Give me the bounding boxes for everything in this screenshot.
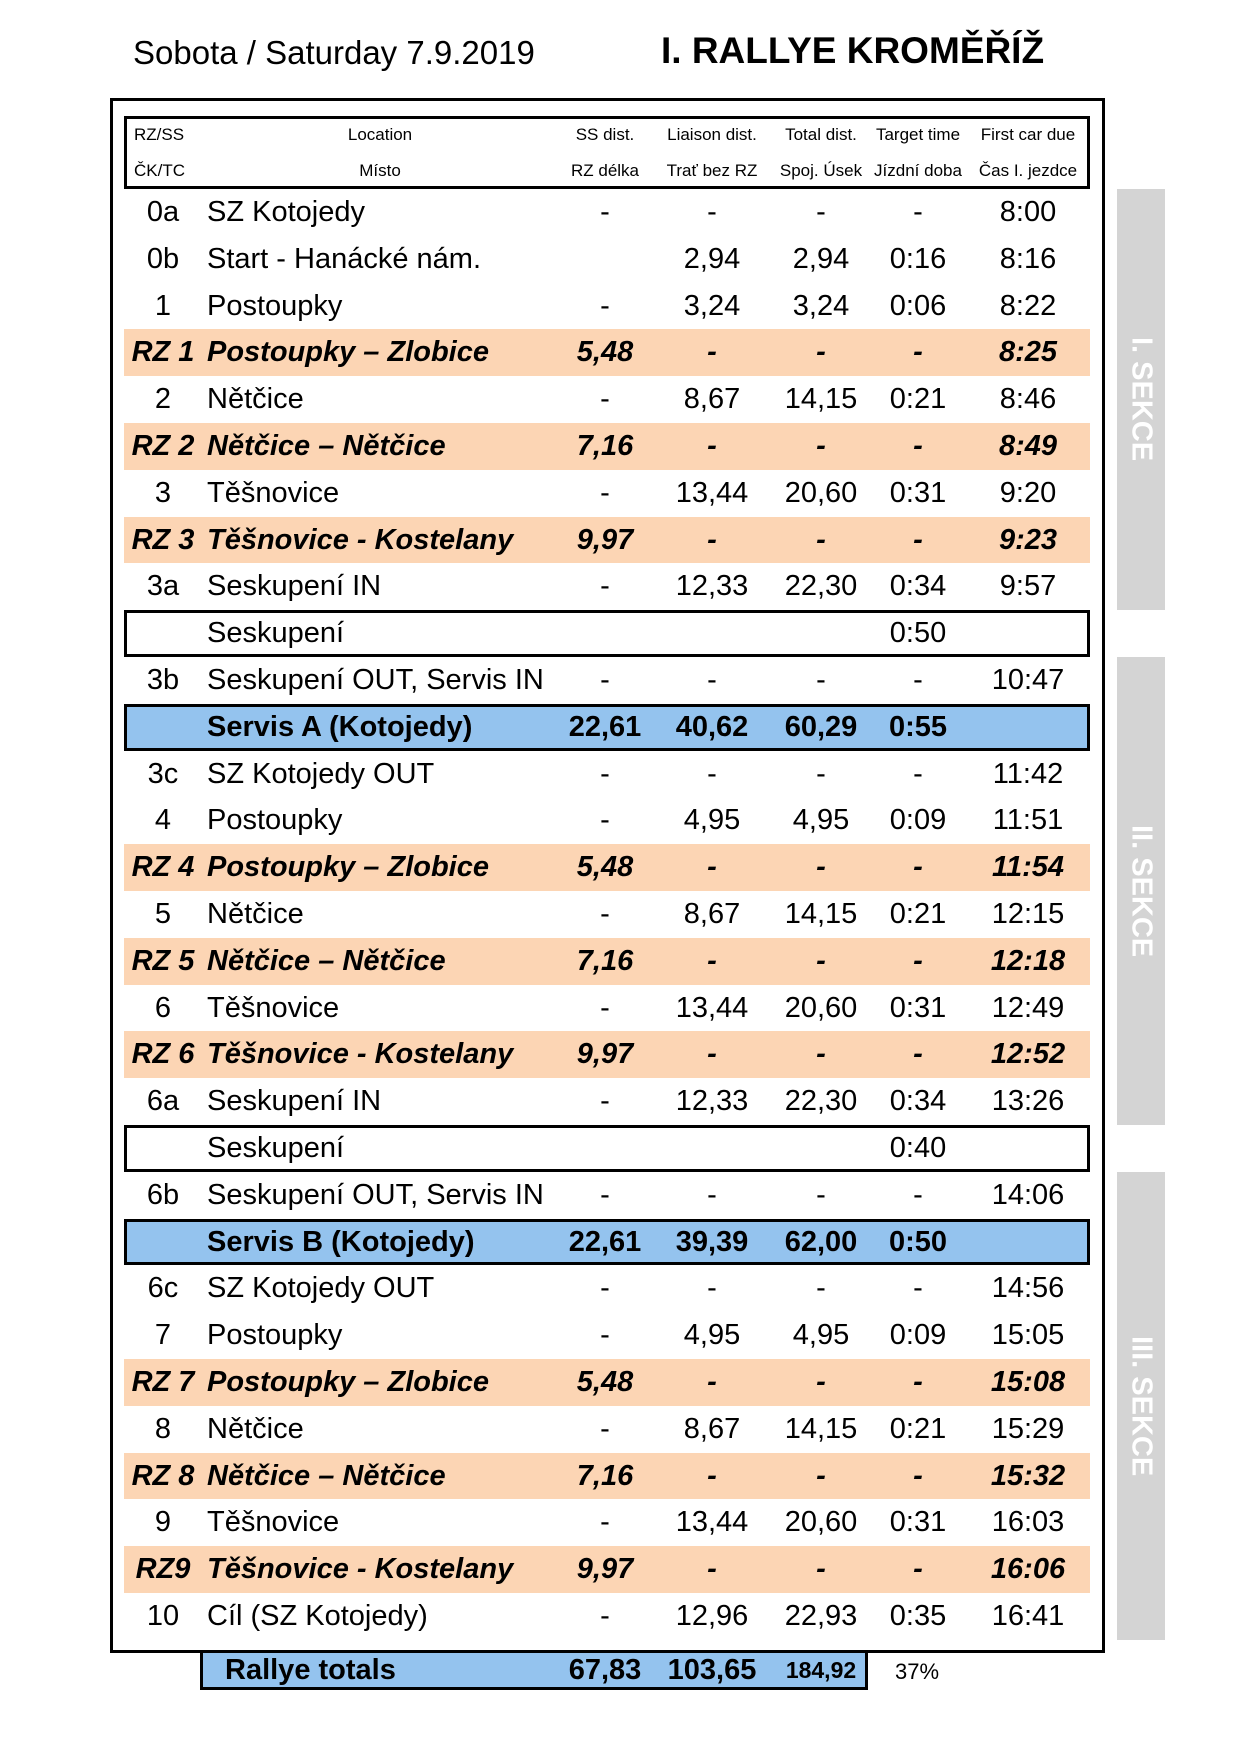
row-ss-dist: - bbox=[600, 1178, 610, 1211]
regroup-row bbox=[124, 1125, 1090, 1172]
row-first-car-due: 12:18 bbox=[990, 944, 1066, 977]
row-location: Seskupení IN bbox=[207, 1085, 382, 1118]
row-total-dist: - bbox=[816, 336, 826, 369]
row-first-car-due: 8:22 bbox=[999, 289, 1057, 322]
header-first-car-due: First car due bbox=[980, 125, 1076, 144]
row-first-car-due: 9:23 bbox=[998, 523, 1058, 556]
row-location: Nětčice – Nětčice bbox=[207, 1459, 446, 1492]
row-liaison-dist: 2,94 bbox=[683, 242, 741, 275]
row-liaison-dist: - bbox=[707, 1459, 717, 1492]
row-first-car-due: 11:54 bbox=[991, 851, 1065, 884]
row-total-dist: - bbox=[816, 1366, 826, 1398]
row-location: Nětčice – Nětčice bbox=[207, 944, 446, 977]
row-ss-dist: - bbox=[600, 476, 610, 509]
row-total-dist: - bbox=[816, 196, 826, 228]
service-row bbox=[124, 704, 1090, 751]
row-first-car-due: 12:15 bbox=[991, 898, 1065, 930]
header-code: RZ/SS bbox=[134, 125, 185, 144]
row-liaison-dist: - bbox=[707, 523, 717, 556]
row-ss-dist: 5,48 bbox=[576, 851, 634, 884]
row-target-time: 0:31 bbox=[889, 1506, 947, 1539]
row-ss-dist: 9,97 bbox=[576, 523, 634, 556]
section-bar-1 bbox=[1117, 189, 1165, 610]
section-label: III. SEKCE bbox=[1125, 1335, 1158, 1477]
row-code: RZ 5 bbox=[131, 944, 195, 977]
row-ss-dist: - bbox=[600, 1506, 610, 1539]
row-ss-dist: 7,16 bbox=[576, 430, 634, 462]
row-total-dist: - bbox=[816, 1459, 826, 1492]
totals-ss-dist: 67,83 bbox=[568, 1654, 642, 1686]
row-location: SZ Kotojedy OUT bbox=[207, 1272, 435, 1305]
row-total-dist: 14,15 bbox=[784, 898, 858, 930]
row-code: 5 bbox=[154, 898, 172, 930]
stage-row bbox=[124, 938, 1090, 985]
table-row bbox=[124, 1406, 1090, 1453]
row-total-dist: 4,95 bbox=[792, 804, 850, 837]
row-total-dist: 20,60 bbox=[784, 1506, 858, 1539]
row-target-time: 0:31 bbox=[889, 476, 947, 509]
row-target-time: 0:06 bbox=[889, 289, 947, 322]
table-row bbox=[124, 985, 1090, 1032]
row-first-car-due: 11:42 bbox=[992, 757, 1064, 790]
row-liaison-dist: 8,67 bbox=[683, 383, 741, 416]
row-liaison-dist: 3,24 bbox=[683, 289, 741, 322]
row-code: 0b bbox=[146, 242, 180, 275]
row-first-car-due: 14:06 bbox=[991, 1178, 1065, 1211]
row-location: Start - Hanácké nám. bbox=[207, 242, 481, 275]
stage-row bbox=[124, 1359, 1090, 1406]
row-target-time: - bbox=[913, 430, 923, 462]
row-ss-dist: - bbox=[600, 289, 610, 322]
row-code: 7 bbox=[154, 1319, 172, 1352]
stage-row bbox=[124, 1546, 1090, 1593]
row-ss-dist: 7,16 bbox=[576, 944, 634, 977]
row-location: Servis B (Kotojedy) bbox=[207, 1225, 475, 1258]
row-liaison-dist: - bbox=[707, 664, 717, 696]
section-label: I. SEKCE bbox=[1125, 337, 1158, 462]
row-total-dist: - bbox=[816, 523, 826, 556]
totals-total-dist: 184,92 bbox=[785, 1657, 857, 1683]
table-row bbox=[124, 1078, 1090, 1125]
row-first-car-due: 12:52 bbox=[990, 1038, 1066, 1071]
row-first-car-due: 8:49 bbox=[998, 430, 1058, 462]
row-location: Cíl (SZ Kotojedy) bbox=[207, 1600, 428, 1632]
section-bar-3 bbox=[1117, 1172, 1165, 1640]
row-first-car-due: 8:46 bbox=[999, 383, 1057, 416]
row-total-dist: 22,30 bbox=[784, 570, 858, 603]
row-liaison-dist: - bbox=[707, 757, 717, 790]
section-bar-2 bbox=[1117, 657, 1165, 1125]
header-total-dist: Total dist. bbox=[785, 125, 857, 144]
row-ss-dist: 22,61 bbox=[568, 710, 642, 743]
row-code: 1 bbox=[154, 289, 172, 322]
row-code: RZ 4 bbox=[131, 851, 195, 884]
row-ss-dist: - bbox=[600, 1085, 610, 1118]
row-code: 0a bbox=[146, 196, 180, 228]
table-row bbox=[124, 376, 1090, 423]
row-first-car-due: 15:29 bbox=[991, 1412, 1065, 1445]
row-target-time: - bbox=[913, 336, 923, 369]
row-target-time: - bbox=[913, 523, 923, 556]
table-row bbox=[124, 751, 1090, 798]
row-target-time: - bbox=[913, 757, 923, 790]
row-liaison-dist: 12,33 bbox=[675, 570, 749, 603]
row-total-dist: - bbox=[816, 1553, 826, 1586]
table-row bbox=[124, 657, 1090, 704]
row-liaison-dist: 4,95 bbox=[683, 1319, 741, 1352]
row-code: 6 bbox=[154, 991, 172, 1024]
row-liaison-dist: 13,44 bbox=[675, 1506, 749, 1539]
row-ss-dist: 5,48 bbox=[576, 1366, 634, 1398]
date-title: Sobota / Saturday 7.9.2019 bbox=[133, 34, 535, 71]
row-code: RZ 2 bbox=[131, 430, 195, 462]
row-code: RZ 1 bbox=[131, 336, 195, 369]
row-target-time: 0:55 bbox=[888, 710, 948, 743]
row-target-time: 0:21 bbox=[889, 898, 947, 930]
row-ss-dist: - bbox=[600, 383, 610, 416]
table-row bbox=[124, 470, 1090, 517]
row-total-dist: 22,30 bbox=[784, 1085, 858, 1118]
stage-row bbox=[124, 517, 1090, 564]
row-ss-dist: - bbox=[600, 570, 610, 603]
row-total-dist: 22,93 bbox=[784, 1600, 858, 1632]
table-row bbox=[124, 797, 1090, 844]
row-ss-dist: - bbox=[600, 1272, 610, 1305]
row-target-time: - bbox=[913, 1178, 923, 1211]
row-total-dist: 14,15 bbox=[784, 1412, 858, 1445]
row-first-car-due: 15:05 bbox=[991, 1319, 1065, 1352]
row-location: Postoupky – Zlobice bbox=[207, 1366, 489, 1398]
row-ss-dist: - bbox=[600, 1412, 610, 1445]
row-code: 6c bbox=[147, 1272, 179, 1305]
stage-row bbox=[124, 1031, 1090, 1078]
row-location: Postoupky bbox=[207, 1319, 343, 1352]
row-first-car-due: 15:08 bbox=[990, 1366, 1066, 1398]
row-liaison-dist: - bbox=[707, 1178, 717, 1211]
row-liaison-dist: 13,44 bbox=[675, 476, 749, 509]
header-location: Location bbox=[347, 125, 413, 144]
row-code: RZ 7 bbox=[131, 1366, 195, 1398]
row-total-dist: 60,29 bbox=[784, 710, 858, 743]
row-location: SZ Kotojedy OUT bbox=[207, 757, 435, 790]
row-first-car-due: 8:16 bbox=[999, 242, 1057, 275]
row-first-car-due: 9:20 bbox=[999, 476, 1057, 509]
row-liaison-dist: 39,39 bbox=[675, 1225, 749, 1258]
row-ss-dist: - bbox=[600, 804, 610, 837]
table-row bbox=[124, 1265, 1090, 1312]
service-row bbox=[124, 1219, 1090, 1266]
table-row bbox=[124, 563, 1090, 610]
header-location-cz: Místo bbox=[359, 161, 401, 180]
row-total-dist: 20,60 bbox=[784, 991, 858, 1024]
row-total-dist: 20,60 bbox=[784, 476, 858, 509]
row-first-car-due: 16:03 bbox=[991, 1506, 1065, 1539]
row-target-time: - bbox=[913, 1459, 923, 1492]
row-target-time: 0:09 bbox=[889, 804, 947, 837]
row-first-car-due: 8:25 bbox=[998, 336, 1058, 369]
row-location: Nětčice bbox=[207, 383, 304, 416]
table-row bbox=[124, 1499, 1090, 1546]
row-total-dist: 3,24 bbox=[792, 289, 850, 322]
row-location: Nětčice – Nětčice bbox=[207, 430, 446, 462]
row-ss-dist: 9,97 bbox=[576, 1038, 634, 1071]
header-ss-dist-cz: RZ délka bbox=[570, 161, 640, 180]
row-code: 10 bbox=[146, 1600, 180, 1632]
row-location: Těšnovice - Kostelany bbox=[207, 523, 514, 556]
row-ss-dist: - bbox=[600, 991, 610, 1024]
row-total-dist: 14,15 bbox=[784, 383, 858, 416]
row-liaison-dist: 8,67 bbox=[683, 1412, 741, 1445]
row-total-dist: 4,95 bbox=[792, 1319, 850, 1352]
row-liaison-dist: - bbox=[707, 1272, 717, 1305]
header-target-time-cz: Jízdní doba bbox=[874, 161, 962, 180]
row-location: Postoupky bbox=[207, 289, 343, 322]
row-first-car-due: 9:57 bbox=[999, 570, 1057, 603]
totals-liaison-dist: 103,65 bbox=[667, 1654, 757, 1686]
row-code: RZ9 bbox=[135, 1553, 191, 1586]
row-target-time: - bbox=[913, 944, 923, 977]
row-first-car-due: 12:49 bbox=[991, 991, 1065, 1024]
row-ss-dist: 9,97 bbox=[576, 1553, 634, 1586]
row-first-car-due: 13:26 bbox=[991, 1085, 1065, 1118]
header-liaison-dist-cz: Trať bez RZ bbox=[666, 161, 758, 180]
row-ss-dist: 7,16 bbox=[576, 1459, 634, 1492]
row-target-time: - bbox=[913, 1272, 923, 1305]
table-row bbox=[124, 891, 1090, 938]
row-target-time: - bbox=[913, 1038, 923, 1071]
row-location: Těšnovice bbox=[207, 1506, 340, 1539]
row-location: Postoupky – Zlobice bbox=[207, 336, 489, 369]
row-target-time: 0:21 bbox=[889, 1412, 947, 1445]
row-location: Seskupení OUT, Servis IN bbox=[207, 664, 544, 696]
row-location: Servis A (Kotojedy) bbox=[207, 710, 473, 743]
header-total-dist-cz: Spoj. Úsek bbox=[779, 161, 863, 180]
row-liaison-dist: - bbox=[707, 851, 717, 884]
row-code: 9 bbox=[154, 1506, 172, 1539]
row-total-dist: 2,94 bbox=[792, 242, 850, 275]
stage-row bbox=[124, 329, 1090, 376]
row-liaison-dist: - bbox=[707, 1553, 717, 1586]
row-target-time: 0:34 bbox=[889, 1085, 947, 1118]
row-ss-dist: - bbox=[600, 898, 610, 930]
row-target-time: - bbox=[913, 196, 923, 228]
row-code: RZ 8 bbox=[131, 1459, 195, 1492]
row-first-car-due: 15:32 bbox=[990, 1459, 1066, 1492]
event-title: I. RALLYE KROMĚŘÍŽ bbox=[661, 30, 1045, 71]
header-liaison-dist: Liaison dist. bbox=[667, 125, 757, 144]
row-ss-dist: 5,48 bbox=[576, 336, 634, 369]
row-liaison-dist: 40,62 bbox=[675, 710, 749, 743]
row-total-dist: - bbox=[816, 757, 826, 790]
row-target-time: 0:09 bbox=[889, 1319, 947, 1352]
row-total-dist: - bbox=[816, 1038, 826, 1071]
ss-percentage: 37% bbox=[894, 1659, 940, 1684]
row-code: 3c bbox=[147, 757, 179, 790]
row-target-time: 0:21 bbox=[889, 383, 947, 416]
row-first-car-due: 16:06 bbox=[990, 1553, 1066, 1586]
row-total-dist: - bbox=[816, 1178, 826, 1211]
row-code: 4 bbox=[154, 804, 172, 837]
row-code: 3 bbox=[154, 476, 172, 509]
row-ss-dist: - bbox=[600, 1319, 610, 1352]
stage-row bbox=[124, 423, 1090, 470]
stage-row bbox=[124, 1453, 1090, 1500]
row-location: Těšnovice bbox=[207, 991, 340, 1024]
row-code: 6a bbox=[146, 1085, 180, 1118]
row-target-time: 0:50 bbox=[888, 1225, 948, 1258]
row-target-time: 0:31 bbox=[889, 991, 947, 1024]
table-row bbox=[124, 1172, 1090, 1219]
row-location: Těšnovice bbox=[207, 476, 340, 509]
row-liaison-dist: 12,33 bbox=[675, 1085, 749, 1118]
row-ss-dist: - bbox=[600, 196, 610, 228]
row-location: Postoupky bbox=[207, 804, 343, 837]
row-target-time: - bbox=[913, 851, 923, 884]
header-code-cz: ČK/TC bbox=[134, 161, 185, 180]
row-code: RZ 3 bbox=[131, 523, 195, 556]
row-total-dist: - bbox=[816, 664, 826, 696]
row-first-car-due: 14:56 bbox=[991, 1272, 1065, 1305]
row-target-time: 0:50 bbox=[889, 617, 947, 650]
stage-row bbox=[124, 844, 1090, 891]
row-location: Těšnovice - Kostelany bbox=[207, 1553, 514, 1586]
totals-label: Rallye totals bbox=[225, 1654, 396, 1686]
row-location: Těšnovice - Kostelany bbox=[207, 1038, 514, 1071]
row-liaison-dist: 13,44 bbox=[675, 991, 749, 1024]
row-location: SZ Kotojedy bbox=[207, 196, 365, 228]
row-code: 3b bbox=[146, 664, 180, 696]
row-ss-dist: - bbox=[600, 1600, 610, 1632]
row-location: Postoupky – Zlobice bbox=[207, 851, 489, 884]
table-row bbox=[124, 236, 1090, 283]
row-total-dist: 62,00 bbox=[784, 1225, 858, 1258]
table-row bbox=[124, 189, 1090, 236]
row-location: Seskupení bbox=[207, 1132, 345, 1164]
row-target-time: - bbox=[913, 1553, 923, 1586]
section-label: II. SEKCE bbox=[1125, 824, 1158, 958]
row-liaison-dist: - bbox=[707, 944, 717, 977]
table-row bbox=[124, 283, 1090, 330]
row-target-time: 0:16 bbox=[889, 242, 947, 275]
regroup-row bbox=[124, 610, 1090, 657]
row-location: Seskupení IN bbox=[207, 570, 382, 603]
table-row bbox=[124, 1312, 1090, 1359]
row-liaison-dist: 8,67 bbox=[683, 898, 741, 930]
totals-bar bbox=[200, 1650, 868, 1690]
row-ss-dist: 22,61 bbox=[568, 1225, 642, 1258]
row-liaison-dist: - bbox=[707, 336, 717, 369]
row-location: Nětčice bbox=[207, 1412, 304, 1445]
row-liaison-dist: 12,96 bbox=[675, 1600, 749, 1632]
row-target-time: 0:34 bbox=[889, 570, 947, 603]
row-location: Seskupení OUT, Servis IN bbox=[207, 1178, 544, 1211]
row-target-time: 0:40 bbox=[889, 1132, 947, 1164]
row-first-car-due: 11:51 bbox=[992, 804, 1064, 837]
row-first-car-due: 8:00 bbox=[999, 196, 1057, 228]
column-header-czech bbox=[127, 159, 1087, 183]
row-total-dist: - bbox=[816, 851, 826, 884]
header-target-time: Target time bbox=[875, 125, 961, 144]
column-header bbox=[124, 116, 1090, 189]
header-first-car-due-cz: Čas I. jezdce bbox=[978, 161, 1078, 180]
row-ss-dist: - bbox=[600, 757, 610, 790]
row-liaison-dist: 4,95 bbox=[683, 804, 741, 837]
row-total-dist: - bbox=[816, 430, 826, 462]
row-target-time: - bbox=[913, 664, 923, 696]
row-liaison-dist: - bbox=[707, 196, 717, 228]
row-code: RZ 6 bbox=[131, 1038, 195, 1071]
row-location: Nětčice bbox=[207, 898, 304, 930]
column-header-english bbox=[127, 123, 1087, 147]
row-code: 8 bbox=[154, 1412, 172, 1445]
row-total-dist: - bbox=[816, 944, 826, 977]
table-row bbox=[124, 1593, 1090, 1640]
row-total-dist: - bbox=[816, 1272, 826, 1305]
row-target-time: 0:35 bbox=[889, 1600, 947, 1632]
header-ss-dist: SS dist. bbox=[575, 125, 635, 144]
row-code: 6b bbox=[146, 1178, 180, 1211]
row-liaison-dist: - bbox=[707, 430, 717, 462]
row-target-time: - bbox=[913, 1366, 923, 1398]
row-ss-dist: - bbox=[600, 664, 610, 696]
row-code: 2 bbox=[154, 383, 172, 416]
row-first-car-due: 16:41 bbox=[991, 1600, 1065, 1632]
row-liaison-dist: - bbox=[707, 1366, 717, 1398]
row-liaison-dist: - bbox=[707, 1038, 717, 1071]
row-code: 3a bbox=[146, 570, 180, 603]
row-first-car-due: 10:47 bbox=[991, 664, 1065, 696]
row-location: Seskupení bbox=[207, 617, 345, 650]
